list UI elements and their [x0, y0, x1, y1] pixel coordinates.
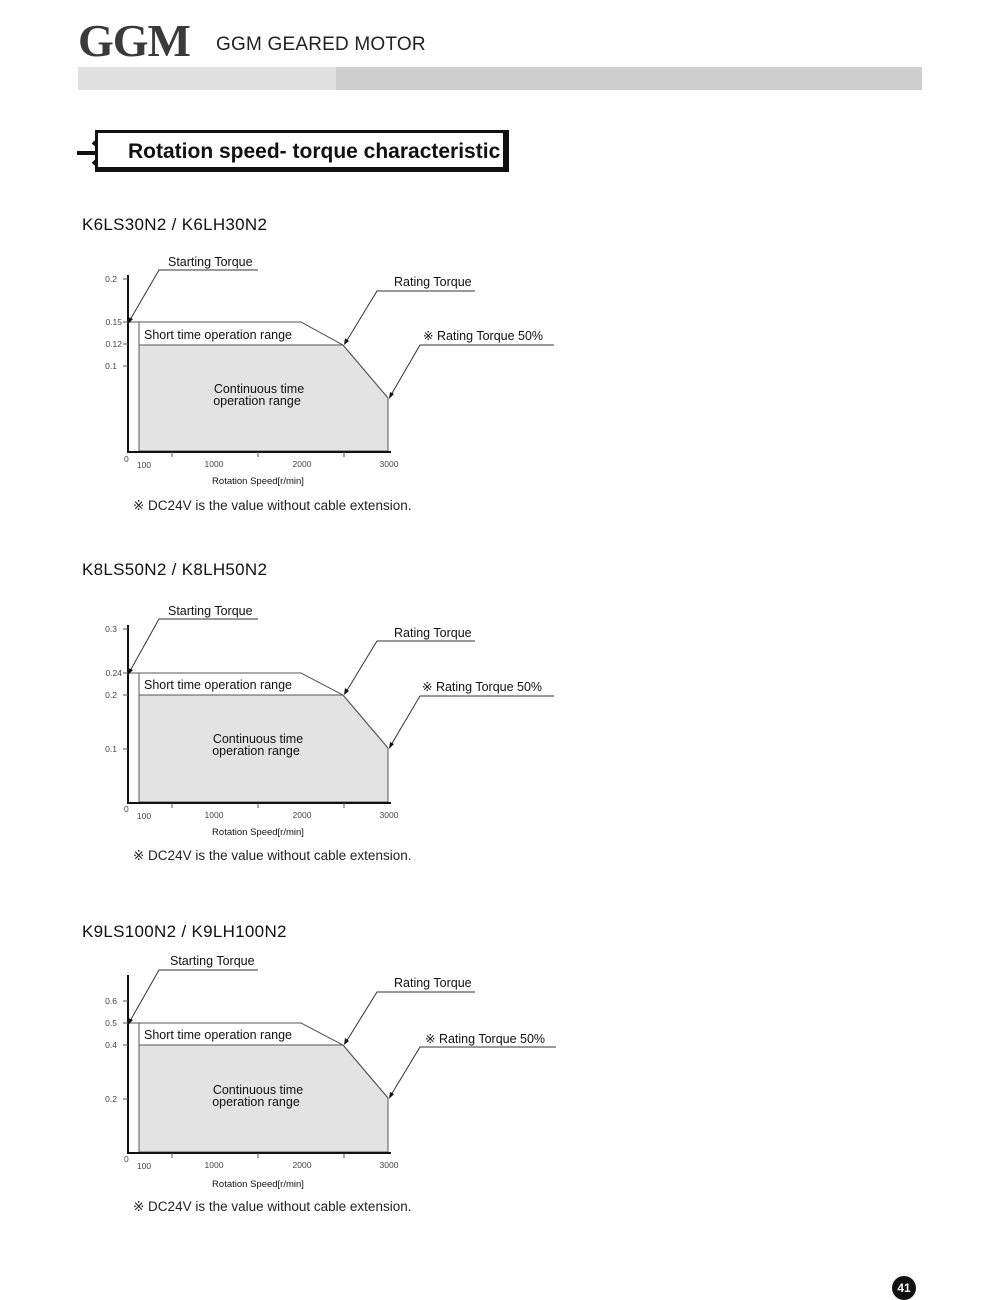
x-axis-label: Rotation Speed[r/min]: [212, 1179, 304, 1190]
chart-note: ※ DC24V is the value without cable extension.: [133, 1199, 412, 1214]
leader-arrowhead: [128, 668, 133, 675]
y-tick-label: 0.3: [105, 624, 117, 634]
continuous-label-line2: operation range: [212, 1095, 300, 1109]
y-tick-label: 0.4: [105, 1040, 117, 1050]
header-bar-right: [336, 67, 922, 90]
brand-logo: GGM: [78, 15, 190, 66]
short-time-label: Short time operation range: [144, 1028, 293, 1042]
x-tick-label: 2000: [292, 810, 312, 820]
header-bar-left: [78, 67, 336, 90]
starting-torque-label: Starting Torque: [170, 954, 255, 968]
starting-torque-leader: [130, 970, 258, 1021]
y-tick-label: 0.6: [105, 996, 117, 1006]
x-tick-label: 3000: [379, 1160, 399, 1170]
continuous-label-line1: Continuous time: [213, 382, 305, 396]
continuous-label-line2: operation range: [213, 394, 301, 408]
leader-arrowhead: [389, 1092, 394, 1099]
torque-chart: [95, 600, 575, 840]
origin-label: 0: [124, 454, 129, 464]
rating-torque-label: Rating Torque: [394, 275, 472, 289]
chart-note: ※ DC24V is the value without cable extension.: [133, 848, 412, 863]
y-tick-label: 0.2: [105, 274, 117, 284]
continuous-label-line1: Continuous time: [212, 1083, 304, 1097]
x-tick-label: 3000: [379, 459, 399, 469]
short-time-label: Short time operation range: [144, 678, 293, 692]
starting-torque-label: Starting Torque: [168, 255, 253, 269]
y-tick-label: 0.24: [105, 668, 122, 678]
torque-chart: [95, 250, 575, 490]
origin-label: 0: [124, 804, 129, 814]
torque-chart: [95, 950, 575, 1190]
model-title: K9LS100N2 / K9LH100N2: [82, 922, 287, 941]
rating-torque-label: Rating Torque: [394, 626, 472, 640]
y-tick-label: 0.2: [105, 1094, 117, 1104]
x-tick-label: 100: [136, 1161, 152, 1171]
y-tick-label: 0.2: [105, 690, 117, 700]
x-tick-label: 1000: [204, 1160, 224, 1170]
brand-subtitle: GGM GEARED MOTOR: [216, 34, 426, 55]
leader-arrowhead: [389, 392, 394, 399]
rating-torque-50-leader: [391, 345, 554, 395]
y-tick-label: 0.1: [105, 744, 117, 754]
rating-torque-50-label: ※ Rating Torque 50%: [422, 680, 543, 694]
continuous-label-line1: Continuous time: [212, 732, 304, 746]
rating-torque-50-label: ※ Rating Torque 50%: [423, 329, 544, 343]
y-tick-label: 0.1: [105, 361, 117, 371]
rating-torque-50-leader: [391, 696, 554, 745]
page-number: 41: [892, 1276, 916, 1300]
short-time-label: Short time operation range: [144, 328, 293, 342]
origin-label: 0: [124, 1154, 129, 1164]
model-title: K8LS50N2 / K8LH50N2: [82, 560, 268, 579]
x-tick-label: 1000: [204, 459, 224, 469]
starting-torque-leader: [130, 270, 258, 320]
starting-torque-leader: [130, 619, 258, 671]
x-axis-label: Rotation Speed[r/min]: [212, 827, 304, 838]
y-tick-label: 0.5: [105, 1018, 117, 1028]
x-tick-label: 100: [136, 811, 152, 821]
x-tick-label: 2000: [292, 1160, 312, 1170]
section-title: Rotation speed- torque characteristic: [128, 140, 501, 163]
x-tick-label: 100: [136, 460, 152, 470]
chart-note: ※ DC24V is the value without cable extension.: [133, 498, 412, 513]
section-title-box: [95, 130, 509, 172]
continuous-label-line2: operation range: [212, 744, 300, 758]
x-tick-label: 1000: [204, 810, 224, 820]
rating-torque-50-label: ※ Rating Torque 50%: [425, 1032, 546, 1046]
leader-arrowhead: [389, 742, 394, 749]
y-tick-label: 0.12: [105, 339, 122, 349]
y-tick-label: 0.15: [105, 317, 122, 327]
leader-arrowhead: [128, 1018, 133, 1025]
x-axis-label: Rotation Speed[r/min]: [212, 476, 304, 487]
starting-torque-label: Starting Torque: [168, 604, 253, 618]
x-tick-label: 2000: [292, 459, 312, 469]
leader-arrowhead: [128, 317, 133, 324]
x-tick-label: 3000: [379, 810, 399, 820]
model-title: K6LS30N2 / K6LH30N2: [82, 215, 268, 234]
rating-torque-50-leader: [391, 1047, 556, 1095]
rating-torque-label: Rating Torque: [394, 976, 472, 990]
